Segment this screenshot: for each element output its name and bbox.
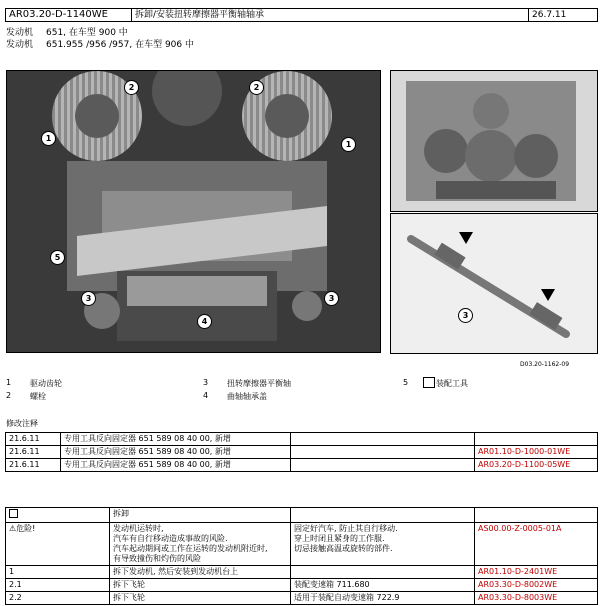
callout-1: 1 (41, 131, 56, 146)
callout-3: 3 (458, 308, 473, 323)
removal-icon (9, 509, 18, 518)
legend-number: 3 (203, 378, 209, 387)
balance-shaft-image (391, 214, 597, 353)
engine-value: 651.955 /956 /957, 在车型 906 中 (46, 40, 194, 50)
engine-overview-photo (390, 70, 598, 212)
engine-label: 发动机 (6, 28, 34, 38)
step-ref[interactable]: AR01.10-D-2401WE (475, 566, 598, 579)
engine-overview-image (391, 71, 597, 211)
legend-number: 5 (403, 378, 409, 387)
callout-2: 2 (124, 80, 139, 95)
callout-3: 3 (324, 291, 339, 306)
header-table (5, 8, 598, 22)
engine-applicability (6, 27, 194, 51)
doc-date: 26.7.11 (529, 9, 598, 22)
doc-id: AR03.20-D-1140WE (6, 9, 132, 22)
step-row (6, 579, 598, 592)
callout-3: 3 (81, 291, 96, 306)
section-empty (291, 508, 475, 523)
section-header-row (6, 508, 598, 523)
step-text: 拆下飞轮 (110, 579, 291, 592)
revision-note (291, 433, 475, 446)
balance-shaft-photo (390, 213, 598, 354)
danger-measures (291, 523, 475, 566)
special-tool-icon (423, 377, 435, 388)
danger-description (110, 523, 291, 566)
legend-text: 装配工具 (436, 379, 468, 388)
revision-table (5, 432, 598, 472)
legend-text: 驱动齿轮 (30, 379, 62, 388)
engine-block-photo (7, 71, 380, 352)
doc-title: 拆卸/安装扭转摩擦器平衡轴轴承 (132, 9, 529, 22)
danger-label (6, 523, 110, 566)
callout-2: 2 (249, 80, 264, 95)
step-note (291, 566, 475, 579)
legend-number: 2 (6, 391, 12, 400)
revision-ref[interactable]: AR03.20-D-1100-05WE (475, 459, 598, 472)
figure-reference: D03.20-1162-09 (520, 361, 570, 368)
revision-note (291, 459, 475, 472)
revision-note (291, 446, 475, 459)
step-note: 装配变速箱 711.680 (291, 579, 475, 592)
revision-text: 专用工具反向固定器 651 589 08 40 00, 新增 (61, 446, 291, 459)
step-number: 2.1 (6, 579, 110, 592)
revision-date: 21.6.11 (6, 446, 61, 459)
callout-1: 1 (341, 137, 356, 152)
revision-ref[interactable]: AR01.10-D-1000-01WE (475, 446, 598, 459)
danger-text: 危险! (16, 524, 36, 533)
section-icon-cell (6, 508, 110, 523)
danger-line: 汽车起动期间或工作在运转的发动机附近时, (113, 544, 268, 553)
danger-line: 有导致撞伤和灼伤的风险 (113, 554, 201, 563)
warning-icon: ⚠ (9, 524, 17, 533)
legend-number: 4 (203, 391, 209, 400)
revision-heading: 修改注释 (6, 419, 38, 428)
revision-ref[interactable] (475, 433, 598, 446)
step-ref[interactable]: AR03.30-D-8003WE (475, 592, 598, 605)
procedure-table (5, 507, 598, 605)
main-photo (6, 70, 381, 353)
step-row (6, 592, 598, 605)
legend-number: 1 (6, 378, 12, 387)
revision-text: 专用工具反向固定器 651 589 08 40 00, 新增 (61, 433, 291, 446)
engine-value: 651, 在车型 900 中 (46, 28, 128, 38)
callout-5: 5 (50, 250, 65, 265)
legend-text: 螺栓 (30, 392, 46, 401)
step-text: 拆下发动机, 然后安装到发动机台上 (110, 566, 291, 579)
revision-date: 21.6.11 (6, 433, 61, 446)
legend-text: 扭转摩擦器平衡轴 (227, 379, 291, 388)
engine-label: 发动机 (6, 40, 34, 50)
revision-row (6, 459, 598, 472)
revision-date: 21.6.11 (6, 459, 61, 472)
section-empty (475, 508, 598, 523)
danger-line: 汽车有自行移动造成事故的风险. (113, 534, 228, 543)
danger-line: 发动机运转时, (113, 524, 164, 533)
danger-measure: 穿上时闭且紧身的工作服. (294, 534, 385, 543)
revision-row (6, 446, 598, 459)
danger-measure: 切忌接触高温或旋转的部件. (294, 544, 393, 553)
section-title: 拆卸 (110, 508, 291, 523)
step-row (6, 566, 598, 579)
step-text: 拆下飞轮 (110, 592, 291, 605)
revision-text: 专用工具反向固定器 651 589 08 40 00, 新增 (61, 459, 291, 472)
danger-ref[interactable]: AS00.00-Z-0005-01A (475, 523, 598, 566)
danger-measure: 固定好汽车, 防止其自行移动. (294, 524, 398, 533)
revision-row (6, 433, 598, 446)
step-note: 适用于装配自动变速箱 722.9 (291, 592, 475, 605)
callout-4: 4 (197, 314, 212, 329)
step-number: 1 (6, 566, 110, 579)
step-ref[interactable]: AR03.30-D-8002WE (475, 579, 598, 592)
legend-text: 曲轴轴承盖 (227, 392, 267, 401)
danger-row (6, 523, 598, 566)
step-number: 2.2 (6, 592, 110, 605)
